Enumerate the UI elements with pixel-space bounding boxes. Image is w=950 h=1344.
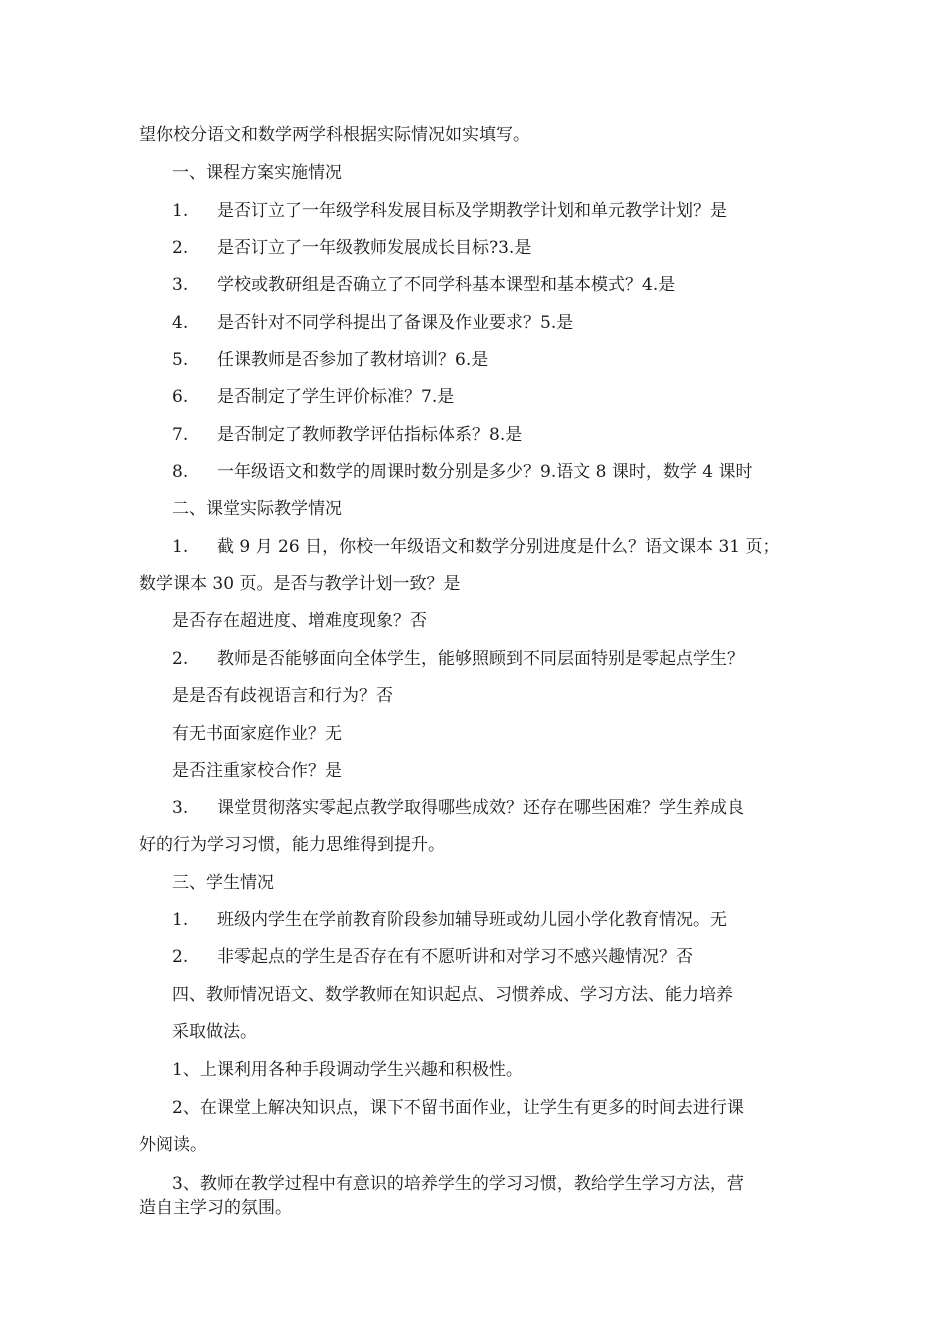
paragraph-continuation: 外阅读。 — [139, 1135, 207, 1155]
paragraph-line: 有无书面家庭作业？无 — [172, 724, 342, 744]
paragraph-point: 2、在课堂上解决知识点，课下不留书面作业，让学生有更多的时间去进行课 — [172, 1098, 744, 1118]
list-item-text: 是否制定了学生评价标准？7.是 — [217, 387, 455, 407]
list-item-number: 2. — [172, 238, 189, 258]
list-item-continuation: 数学课本 30 页。是否与教学计划一致？是 — [139, 574, 461, 594]
paragraph-line: 是是否有歧视语言和行为？否 — [172, 686, 393, 706]
paragraph-line: 是否存在超进度、增难度现象？否 — [172, 611, 427, 631]
section-1-heading: 一、课程方案实施情况 — [172, 163, 342, 183]
list-item-text: 学校或教研组是否确立了不同学科基本课型和基本模式？4.是 — [217, 275, 676, 295]
list-item-text: 是否订立了一年级教师发展成长目标?3.是 — [217, 238, 532, 258]
intro-text: 望你校分语文和数学两学科根据实际情况如实填写。 — [139, 125, 530, 145]
list-item-text: 是否针对不同学科提出了备课及作业要求？5.是 — [217, 313, 574, 333]
section-4-heading: 四、教师情况语文、数学教师在知识起点、习惯养成、学习方法、能力培养 — [172, 985, 733, 1005]
list-item-number: 2. — [172, 649, 189, 669]
list-item-text: 截 9 月 26 日，你校一年级语文和数学分别进度是什么？语文课本 31 页； — [217, 537, 780, 557]
list-item-number: 6. — [172, 387, 189, 407]
list-item-number: 3. — [172, 275, 189, 295]
paragraph-point: 1、上课利用各种手段调动学生兴趣和积极性。 — [172, 1060, 523, 1080]
list-item-text: 是否制定了教师教学评估指标体系？8.是 — [217, 425, 523, 445]
list-item-number: 8. — [172, 462, 189, 482]
list-item-number: 5. — [172, 350, 189, 370]
list-item-text: 任课教师是否参加了教材培训？6.是 — [217, 350, 489, 370]
section-2-heading: 二、课堂实际教学情况 — [172, 499, 342, 519]
list-item-number: 1. — [172, 201, 189, 221]
paragraph-line: 是否注重家校合作？是 — [172, 761, 342, 781]
section-4-heading-continuation: 采取做法。 — [172, 1022, 257, 1042]
list-item-number: 3. — [172, 798, 189, 818]
list-item-number: 2. — [172, 947, 189, 967]
list-item-number: 1. — [172, 537, 189, 557]
list-item-text: 课堂贯彻落实零起点教学取得哪些成效？还存在哪些困难？学生养成良 — [217, 798, 744, 818]
list-item-number: 4. — [172, 313, 189, 333]
list-item-text: 非零起点的学生是否存在有不愿听讲和对学习不感兴趣情况？否 — [217, 947, 693, 967]
list-item-text: 一年级语文和数学的周课时数分别是多少？9.语文 8 课时，数学 4 课时 — [217, 462, 753, 482]
list-item-number: 7. — [172, 425, 189, 445]
paragraph-continuation: 造自主学习的氛围。 — [139, 1198, 292, 1218]
list-item-text: 班级内学生在学前教育阶段参加辅导班或幼儿园小学化教育情况。无 — [217, 910, 727, 930]
section-3-heading: 三、学生情况 — [172, 873, 274, 893]
paragraph-point: 3、教师在教学过程中有意识的培养学生的学习习惯，教给学生学习方法，营 — [172, 1174, 744, 1194]
list-item-text: 教师是否能够面向全体学生，能够照顾到不同层面特别是零起点学生？ — [217, 649, 744, 669]
list-item-number: 1. — [172, 910, 189, 930]
list-item-text: 是否订立了一年级学科发展目标及学期教学计划和单元教学计划？是 — [217, 201, 727, 221]
list-item-continuation: 好的行为学习习惯，能力思维得到提升。 — [139, 835, 445, 855]
